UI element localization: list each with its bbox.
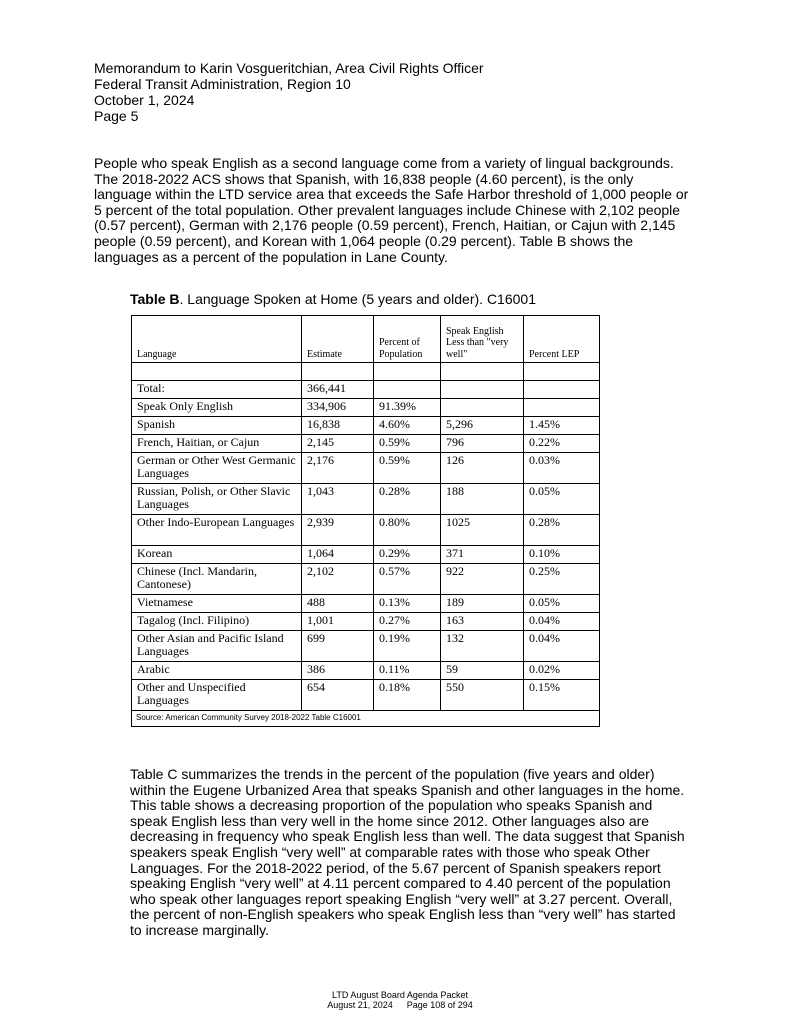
cell-language: Tagalog (Incl. Filipino) [132,613,302,631]
cell-language: Other Indo-European Languages [132,515,302,546]
footer-date-page [0,1000,800,1010]
memo-page-number: Page 5 [94,108,139,124]
table-spacer-row [132,363,600,381]
paragraph-line: 5 percent of the total population. Other prevalent languages include Chinese with 2,102 people [94,201,681,218]
cell-estimate: 488 [302,595,374,613]
cell-lep-count: 922 [441,564,524,595]
table-row [132,399,600,417]
cell-lep-count: 59 [441,662,524,680]
cell-percent: 91.39% [374,399,441,417]
table-row [132,613,600,631]
cell-lep-percent: 0.05% [524,595,600,613]
table-source-row [132,711,600,727]
cell-percent: 0.29% [374,546,441,564]
cell-percent: 0.13% [374,595,441,613]
cell-lep-percent [524,381,600,399]
cell-language: Spanish [132,417,302,435]
cell-lep-count: 163 [441,613,524,631]
cell-lep-percent: 0.25% [524,564,600,595]
cell-lep-percent: 0.22% [524,435,600,453]
paragraph-line: within the Eugene Urbanized Area that speaks Spanish and other languages in the home. [130,781,685,798]
table-row [132,631,600,662]
table-row [132,381,600,399]
paragraph-line: speaking English “very well” at 4.11 percent compared to 4.40 percent of the population [130,875,671,892]
cell-lep-count: 5,296 [441,417,524,435]
cell-lep-count [441,399,524,417]
cell-language: German or Other West Germanic Languages [132,453,302,484]
cell-lep-percent [524,399,600,417]
cell-percent: 0.28% [374,484,441,515]
header-percent-population: Percent of Population [374,316,441,363]
table-header-row [132,316,600,363]
cell-language: Korean [132,546,302,564]
paragraph-line: (0.57 percent), German with 2,176 people (0.59 percent), French, Haitian, or Cajun with 2,145 [94,217,676,234]
cell-lep-percent: 0.28% [524,515,600,546]
cell-estimate: 2,176 [302,453,374,484]
memo-agency: Federal Transit Administration, Region 10 [94,76,351,92]
table-row [132,453,600,484]
footer-page-count: Page 108 of 294 [406,1000,473,1010]
header-speak-english-less: Speak English Less than "very well" [441,316,524,363]
cell-lep-count: 796 [441,435,524,453]
cell-estimate: 1,001 [302,613,374,631]
paragraph-line: This table shows a decreasing proportion of the population who speaks Spanish and [130,797,653,814]
cell-lep-count: 132 [441,631,524,662]
cell-lep-count: 189 [441,595,524,613]
paragraph-line: The 2018-2022 ACS shows that Spanish, with 16,838 people (4.60 percent), is the only [94,170,634,187]
table-row [132,546,600,564]
cell-percent: 0.11% [374,662,441,680]
paragraph-line: speak English less than very well in the home since 2012. Other languages also are [130,812,650,829]
paragraph-line: the percent of non-English speakers who speak English less than “very well” has started [130,906,676,923]
table-row [132,595,600,613]
cell-estimate: 699 [302,631,374,662]
cell-estimate: 16,838 [302,417,374,435]
cell-lep-count: 550 [441,680,524,711]
cell-percent: 4.60% [374,417,441,435]
table-caption [130,291,536,307]
cell-lep-percent: 0.04% [524,631,600,662]
table-row [132,680,600,711]
paragraph-line: speakers speak English “very well” at comparable rates with those who speak Other [130,843,650,860]
cell-percent [374,381,441,399]
cell-lep-percent: 0.04% [524,613,600,631]
cell-language: Vietnamese [132,595,302,613]
cell-estimate: 2,102 [302,564,374,595]
cell-lep-percent: 0.15% [524,680,600,711]
cell-language: French, Haitian, or Cajun [132,435,302,453]
trends-paragraph [130,767,710,939]
memo-date: October 1, 2024 [94,92,195,108]
table-row [132,564,600,595]
cell-language: Total: [132,381,302,399]
paragraph-line: who speak other languages report speaking English “very well” at 3.27 percent. Overall, [130,890,673,907]
page-footer [0,990,800,1010]
cell-estimate: 654 [302,680,374,711]
paragraph-line: to increase marginally. [130,921,270,938]
cell-estimate: 366,441 [302,381,374,399]
cell-estimate: 386 [302,662,374,680]
cell-lep-count: 371 [441,546,524,564]
table-source-note: Source: American Community Survey 2018-2022 Table C16001 [132,711,600,727]
cell-lep-percent: 0.02% [524,662,600,680]
memo-recipient: Memorandum to Karin Vosgueritchian, Area Civil Rights Officer [94,60,484,76]
cell-lep-count: 1025 [441,515,524,546]
table-row [132,417,600,435]
cell-estimate: 2,145 [302,435,374,453]
cell-percent: 0.57% [374,564,441,595]
paragraph-line: people (0.59 percent), and Korean with 1,064 people (0.29 percent). Table B shows the [94,232,634,249]
header-estimate: Estimate [302,316,374,363]
table-row [132,515,600,546]
language-table [131,315,600,727]
cell-language: Chinese (Incl. Mandarin, Cantonese) [132,564,302,595]
cell-lep-count: 126 [441,453,524,484]
cell-language: Russian, Polish, or Other Slavic Languages [132,484,302,515]
paragraph-line: Languages. For the 2018-2022 period, of the 5.67 percent of Spanish speakers report [130,859,661,876]
table-caption-text: . Language Spoken at Home (5 years and older). C16001 [179,291,536,307]
paragraph-line: Table C summarizes the trends in the percent of the population (five years and older) [130,766,655,782]
table-row [132,662,600,680]
paragraph-line: decreasing in frequency who speak English less than well. The data suggest that Spanish [130,828,685,845]
paragraph-line: language within the LTD service area that exceeds the Safe Harbor threshold of 1,000 people or [94,186,689,203]
cell-language: Other and Unspecified Languages [132,680,302,711]
paragraph-line: languages as a percent of the population in Lane County. [94,248,448,265]
header-percent-lep: Percent LEP [524,316,600,363]
cell-percent: 0.18% [374,680,441,711]
cell-lep-percent: 0.10% [524,546,600,564]
table-row [132,484,600,515]
cell-language: Other Asian and Pacific Island Languages [132,631,302,662]
cell-estimate: 2,939 [302,515,374,546]
cell-percent: 0.27% [374,613,441,631]
paragraph-line: People who speak English as a second language come from a variety of lingual backgrounds. [94,155,674,171]
memo-header [94,60,484,124]
table-row [132,435,600,453]
intro-paragraph [94,156,706,265]
cell-lep-percent: 1.45% [524,417,600,435]
cell-lep-percent: 0.05% [524,484,600,515]
cell-percent: 0.19% [374,631,441,662]
header-language: Language [132,316,302,363]
cell-language: Speak Only English [132,399,302,417]
cell-percent: 0.59% [374,453,441,484]
cell-percent: 0.80% [374,515,441,546]
cell-estimate: 334,906 [302,399,374,417]
cell-lep-percent: 0.03% [524,453,600,484]
table-caption-label: Table B [130,291,180,307]
footer-date: August 21, 2024 [327,1000,393,1010]
cell-percent: 0.59% [374,435,441,453]
footer-packet-title: LTD August Board Agenda Packet [332,990,468,1000]
cell-lep-count: 188 [441,484,524,515]
cell-estimate: 1,043 [302,484,374,515]
cell-lep-count [441,381,524,399]
cell-estimate: 1,064 [302,546,374,564]
cell-language: Arabic [132,662,302,680]
